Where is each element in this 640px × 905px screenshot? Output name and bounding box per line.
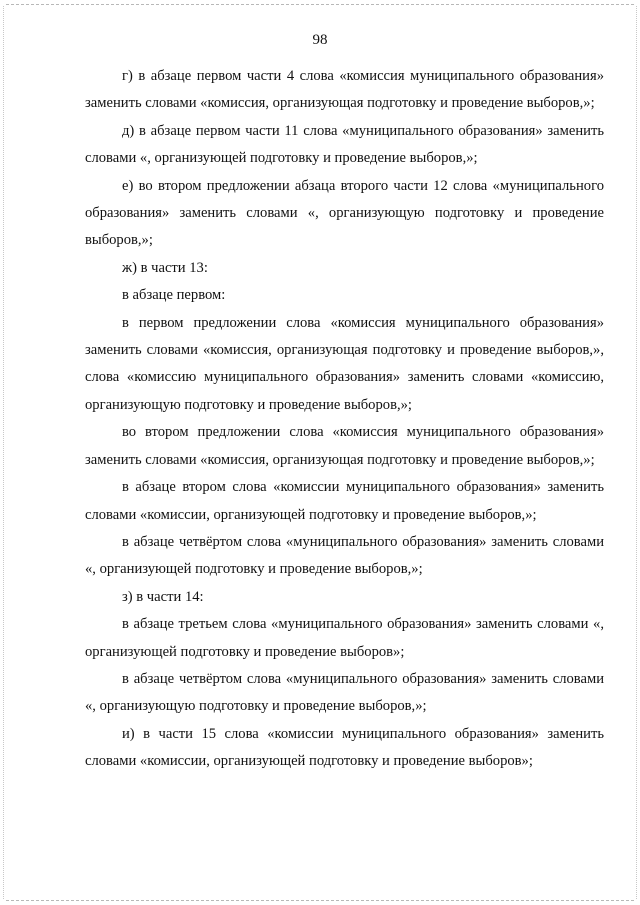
paragraph-third-abzac: в абзаце третьем слова «муниципального образования» заменить словами «, организующей подготовку и проведение выборов»; (85, 616, 604, 660)
scan-edge-bottom (6, 900, 634, 901)
scan-edge-top (6, 4, 634, 5)
paragraph-fourth-abzac: в абзаце четвёртом слова «муниципального образования» заменить словами «, организующей подготовку и проведение выборов,»; (85, 533, 604, 578)
page-number: 98 (312, 32, 328, 48)
scan-edge-left (3, 6, 4, 899)
paragraph-item-e: е) во втором предложении абзаца второго части 12 слова «муниципального образования» заменить словами «, организующую подготовку и проведение выборов,»; (85, 177, 604, 249)
paragraph-fourth-abzac-14: в абзаце четвёртом слова «муниципального образования» заменить словами «, организующую подготовку и проведение выборов,»; (85, 670, 604, 715)
paragraph-item-d: д) в абзаце первом части 11 слова «муниципального образования» заменить словами «, организующей подготовку и проведение выборов,»; (85, 122, 604, 167)
paragraph-first-abzac: в абзаце первом: (122, 287, 226, 304)
paragraph-item-g: г) в абзаце первом части 4 слова «комиссия муниципального образования» заменить словами «комиссия, организующая подготовку и проведение выборов,»; (85, 68, 604, 112)
paragraph-second-abzac: в абзаце втором слова «комиссии муниципального образования» заменить словами «комиссии, организующей подготовку и проведение выборов,»; (85, 479, 604, 523)
paragraph-item-zh: ж) в части 13: (122, 259, 208, 276)
scan-edge-right (636, 6, 637, 899)
document-body (85, 63, 604, 776)
paragraph-item-z: з) в части 14: (122, 588, 204, 605)
paragraph-first-sentence: в первом предложении слова «комиссия муниципального образования» заменить словами «комиссия, организующая подготовку и проведение выборов,», слова «комиссию муниципального образования» заменить словами «комиссию, организующую подготовку и проведение выборов,»; (85, 314, 604, 413)
paragraph-second-sentence: во втором предложении слова «комиссия муниципального образования» заменить словами «комиссия, организующая подготовку и проведение выборов,»; (85, 424, 604, 468)
paragraph-item-i: и) в части 15 слова «комиссии муниципального образования» заменить словами «комиссии, организующей подготовку и проведение выборов»; (85, 725, 604, 770)
